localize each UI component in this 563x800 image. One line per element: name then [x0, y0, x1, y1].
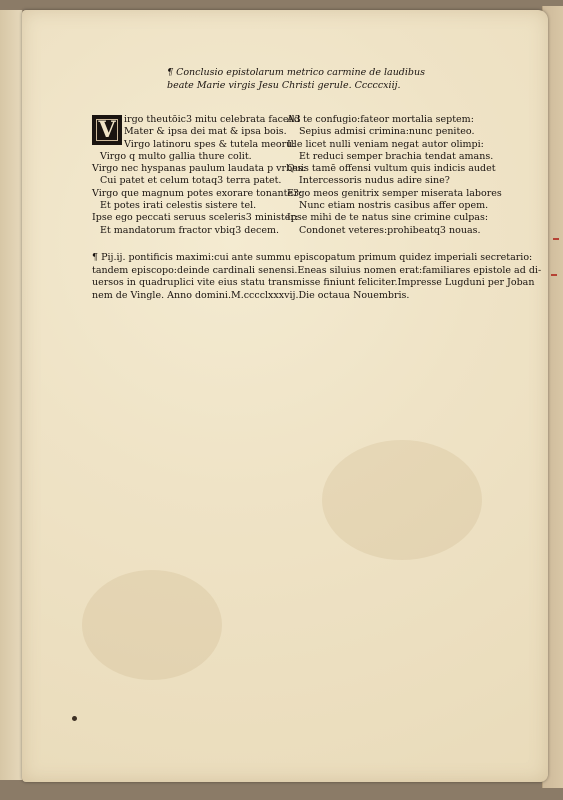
binding-hole — [72, 716, 77, 721]
verse-line: Virgo nec hyspanas paulum laudata p vrbes: — [92, 163, 306, 175]
verse-line: Quis tamē offensi vultum quis indicis audet — [287, 163, 496, 175]
verse-line: irgo theutōic3 mitu celebrata facell3 — [124, 114, 301, 125]
verse-line: Nunc etiam nostris casibus affer opem. — [299, 200, 489, 212]
verse-line: Ipse ego peccati seruus sceleris3 minister: — [92, 212, 299, 224]
rubric-mark — [553, 238, 559, 240]
book-page — [22, 10, 548, 782]
verse-line: Virgo latinoru spes & tutela meoru: — [124, 138, 296, 150]
verse-line: Cui patet et celum totaq3 terra patet. — [100, 175, 282, 187]
verse-line: Et mandatorum fractor vbiq3 decem. — [100, 224, 279, 236]
verse-line: Condonet veteres:prohibeatq3 nouas. — [299, 224, 481, 236]
paper-stain — [322, 440, 482, 560]
verse-line: Et potes irati celestis sistere tel. — [100, 200, 257, 212]
right-verse-column — [287, 114, 502, 237]
paper-stain — [82, 570, 222, 680]
verse-line: Virgo q multo gallia thure colit. — [100, 150, 252, 162]
verse-line: Ille licet nulli veniam negat autor olimpi: — [287, 138, 484, 150]
verse-line: Virgo que magnum potes exorare tonantē3: — [92, 187, 303, 199]
header-line: beate Marie virgis Jesu Christi gerule. Cccccxiij. — [167, 80, 401, 91]
verse-line: Ergo meos genitrix semper miserata labores — [287, 187, 502, 199]
left-page-edge — [0, 10, 23, 780]
header-line: ¶ Conclusio epistolarum metrico carmine de laudibus — [167, 67, 426, 78]
verse-line: Sepius admisi crimina:nunc peniteo. — [299, 126, 475, 138]
colophon-line: nem de Vingle. Anno domini.M.cccclxxxvij.Die octaua Nouembris. — [92, 289, 410, 301]
section-header — [167, 66, 425, 92]
decorated-initial: V — [92, 115, 122, 145]
verse-line: Ipse mihi de te natus sine crimine culpas: — [287, 212, 489, 224]
verse-line: Et reduci semper brachia tendat amans. — [299, 150, 494, 162]
left-verse-column — [92, 114, 306, 237]
verse-line: Mater & ipsa dei mat & ipsa bois. — [124, 126, 287, 138]
verse-line: Intercessoris nudus adire sine? — [299, 175, 450, 187]
colophon-line: tandem episcopo:deinde cardinali senensi.Eneas siluius nomen erat:familiares epistole ad di- — [92, 264, 542, 276]
rubric-mark — [551, 274, 557, 276]
verse-line: Ad te confugio:fateor mortalia septem: — [287, 114, 474, 125]
colophon-line: uersos in quadruplici vite eius statu transmisse finiunt feliciter.Impresse Lugduni per Joban — [92, 277, 535, 288]
colophon — [92, 252, 542, 302]
colophon-line: ¶ Pij.ij. pontificis maximi:cui ante summu episcopatum primum quidez imperiali secretario: — [92, 252, 533, 263]
